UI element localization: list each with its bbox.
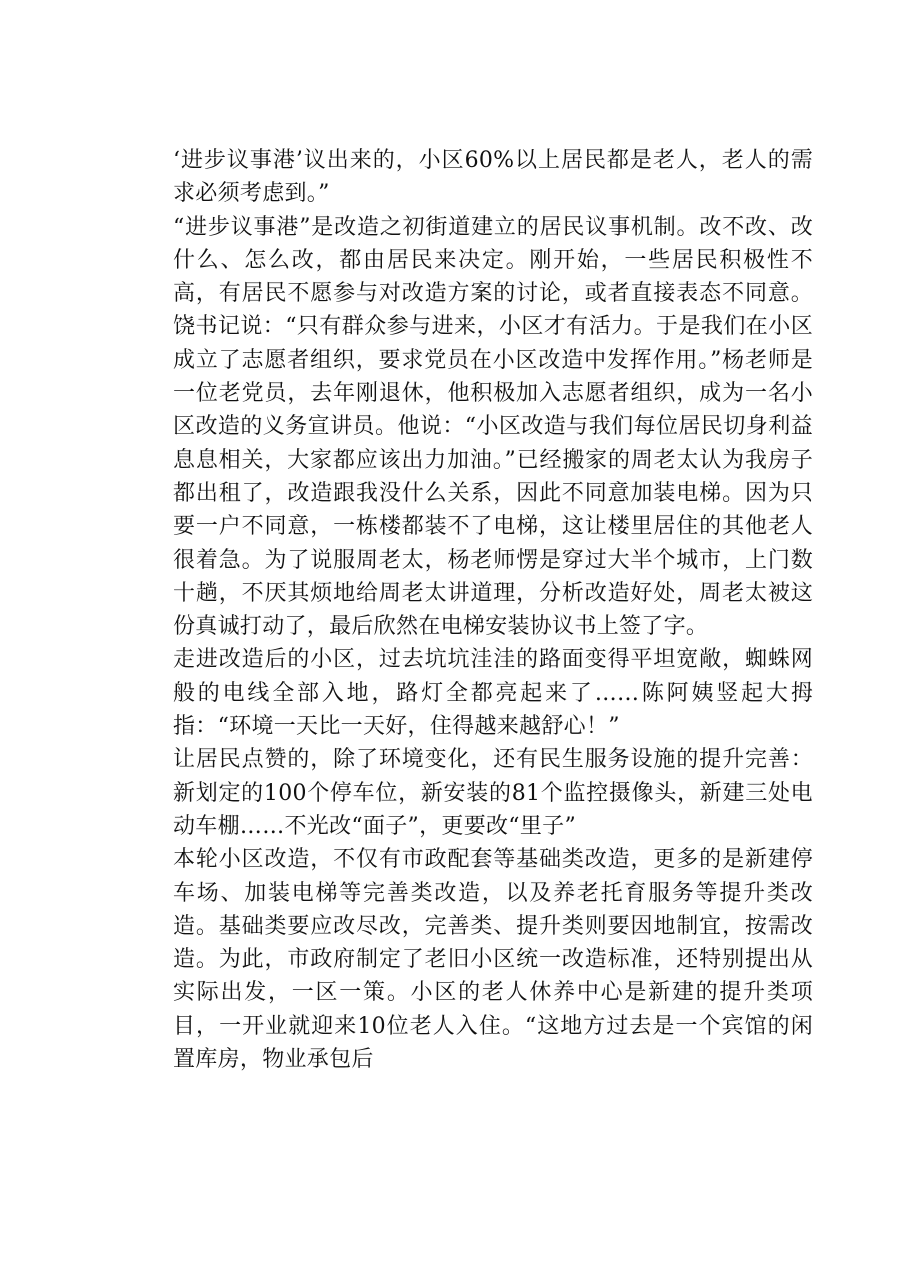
paragraph-5: 本轮小区改造，不仅有市政配套等基础类改造，更多的是新建停车场、加装电梯等完善类改造，以及养老托育服务等提升类改造。基础类要应改尽改，完善类、提升类则要因地制宜，按需改造。为此，市政府制定了老旧小区统一改造标准，还特别提出从实际出发，一区一策。小区的老人休养中心是新建的提升类项目，一开业就迎来10位老人入住。“这地方过去是一个宾馆的闲置库房，物业承包后 [173,847,813,1073]
document-body [173,144,813,1076]
paragraph-2: “进步议事港”是改造之初街道建立的居民议事机制。改不改、改什么、怎么改，都由居民来决定。刚开始，一些居民积极性不高，有居民不愿参与对改造方案的讨论，或者直接表态不同意。饶书记说：“只有群众参与进来，小区才有活力。于是我们在小区成立了志愿者组织，要求党员在小区改造中发挥作用。”杨老师是一位老党员，去年刚退休，他积极加入志愿者组织，成为一名小区改造的义务宣讲员。他说：“小区改造与我们每位居民切身利益息息相关，大家都应该出力加油。”已经搬家的周老太认为我房子都出租了，改造跟我没什么关系，因此不同意加装电梯。因为只要一户不同意，一栋楼都装不了电梯，这让楼里居住的其他老人很着急。为了说服周老太，杨老师愣是穿过大半个城市，上门数十趟，不厌其烦地给周老太讲道理，分析改造好处，周老太被这份真诚打动了，最后欣然在电梯安装协议书上签了字。 [173,214,813,640]
paragraph-1: ‘进步议事港’议出来的，小区60%以上居民都是老人，老人的需求必须考虑到。” [173,148,813,207]
paragraph-3: 走进改造后的小区，过去坑坑洼洼的路面变得平坦宽敞，蜘蛛网般的电线全部入地，路灯全都亮起来了……陈阿姨竖起大拇指：“环境一天比一天好，住得越来越舒心！” [173,647,813,740]
paragraph-4: 让居民点赞的，除了环境变化，还有民生服务设施的提升完善：新划定的100个停车位，新安装的81个监控摄像头，新建三处电动车棚……不光改“面子”，更要改“里子” [173,747,813,839]
